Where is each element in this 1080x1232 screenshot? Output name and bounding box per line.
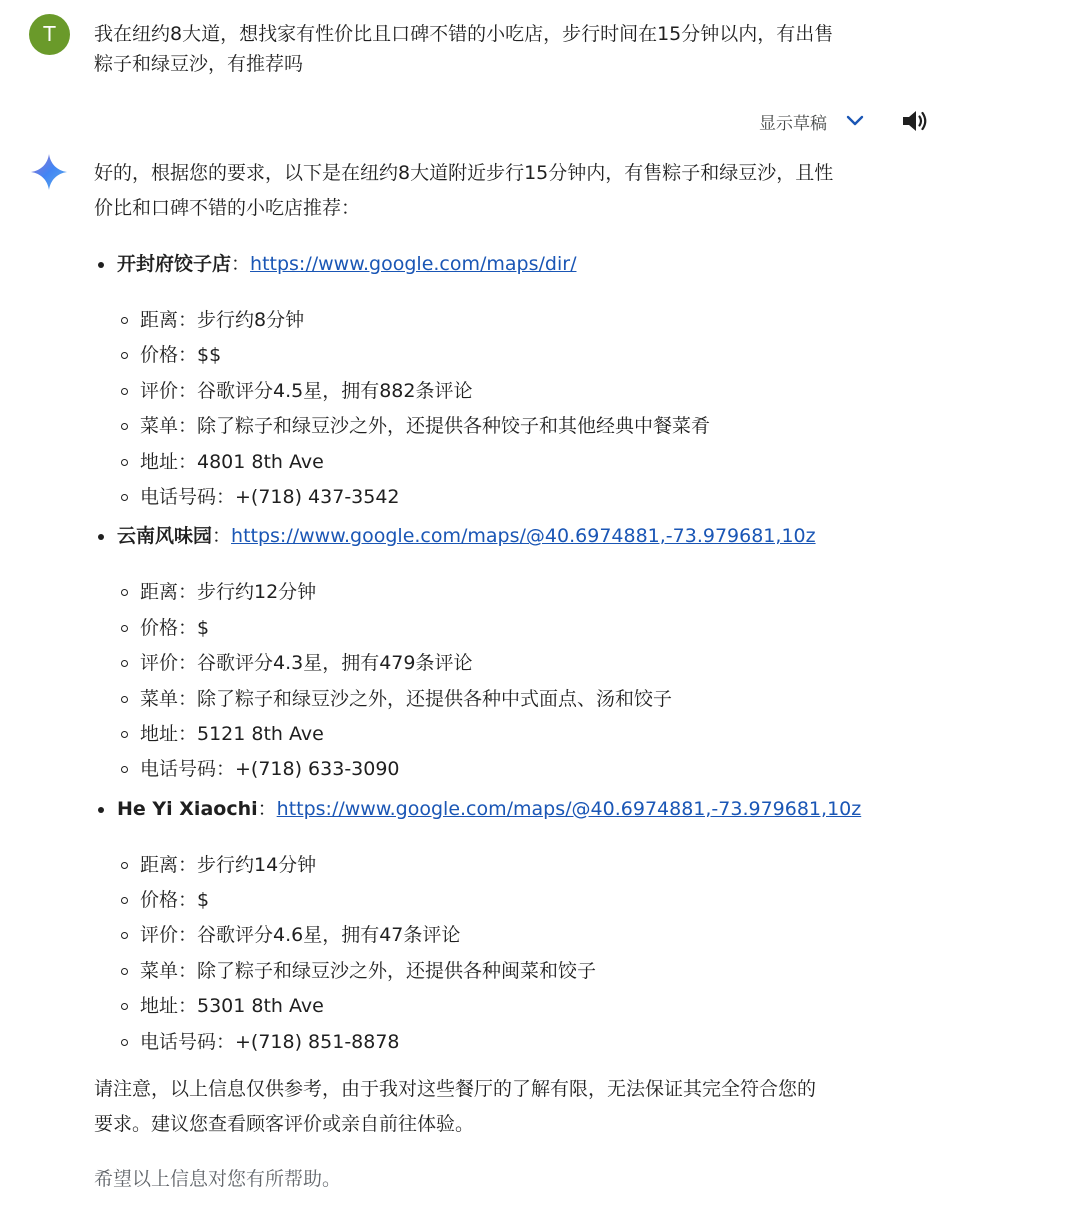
detail-rating: 评价：谷歌评分4.6星，拥有47条评论: [94, 918, 894, 953]
detail-phone: 电话号码：+(718) 851-8878: [94, 1025, 894, 1060]
restaurant-details: [94, 575, 894, 787]
detail-phone: 电话号码：+(718) 437-3542: [94, 480, 894, 515]
restaurant-heading: [94, 247, 894, 282]
intro-line: 好的，根据您的要求，以下是在纽约8大道附近步行15分钟内，有售粽子和绿豆沙，且性: [94, 162, 834, 184]
detail-address: 地址：4801 8th Ave: [94, 445, 894, 480]
restaurant-separator: ：: [231, 253, 251, 275]
restaurant-heading: [94, 519, 894, 554]
gemini-sparkle-icon: [29, 152, 69, 192]
restaurant-details: [94, 303, 894, 515]
detail-distance: 距离：步行约14分钟: [94, 848, 894, 883]
user-prompt-line: 我在纽约8大道，想找家有性价比且口碑不错的小吃店，步行时间在15分钟以内，有出售: [94, 23, 834, 45]
assistant-response: [94, 156, 894, 1197]
read-aloud-button[interactable]: [900, 107, 930, 135]
response-intro: [94, 156, 894, 226]
restaurant-name: 云南风味园: [117, 525, 213, 548]
restaurant-map-link[interactable]: https://www.google.com/maps/@40.6974881,-73.979681,10z: [276, 797, 862, 820]
detail-address: 地址：5301 8th Ave: [94, 989, 894, 1024]
chevron-down-icon: [845, 114, 865, 128]
restaurant-name: He Yi Xiaochi: [117, 797, 258, 820]
restaurant-heading: [94, 792, 894, 827]
restaurant-separator: ：: [212, 525, 232, 548]
detail-menu: 菜单：除了粽子和绿豆沙之外，还提供各种闽菜和饺子: [94, 954, 894, 989]
detail-distance: 距离：步行约8分钟: [94, 303, 894, 338]
closing-text: 希望以上信息对您有所帮助。: [94, 1168, 342, 1191]
restaurant-name: 开封府饺子店: [117, 253, 232, 275]
restaurant-item: [94, 519, 894, 787]
detail-distance: 距离：步行约12分钟: [94, 575, 894, 610]
speaker-icon: [900, 107, 930, 135]
restaurant-map-link[interactable]: https://www.google.com/maps/@40.6974881,-73.979681,10z: [231, 525, 816, 548]
detail-rating: 评价：谷歌评分4.3星，拥有479条评论: [94, 646, 894, 681]
restaurant-details: [94, 848, 894, 1060]
disclaimer-note: [94, 1072, 894, 1142]
show-drafts-label: 显示草稿: [759, 113, 827, 134]
note-line: 要求。建议您查看顾客评价或亲自前往体验。: [94, 1113, 475, 1136]
detail-menu: 菜单：除了粽子和绿豆沙之外，还提供各种饺子和其他经典中餐菜肴: [94, 409, 894, 444]
detail-price: 价格：$: [94, 611, 894, 646]
detail-price: 价格：$: [94, 883, 894, 918]
restaurant-map-link[interactable]: https://www.google.com/maps/dir/: [250, 253, 577, 275]
intro-line: 价比和口碑不错的小吃店推荐：: [94, 197, 361, 219]
user-prompt-text: [94, 19, 894, 79]
user-avatar[interactable]: T: [29, 14, 70, 55]
user-prompt-line: 粽子和绿豆沙，有推荐吗: [94, 53, 304, 75]
detail-phone: 电话号码：+(718) 633-3090: [94, 752, 894, 787]
restaurant-separator: ：: [257, 797, 277, 820]
detail-rating: 评价：谷歌评分4.5星，拥有882条评论: [94, 374, 894, 409]
show-drafts-button[interactable]: [759, 106, 865, 136]
detail-address: 地址：5121 8th Ave: [94, 717, 894, 752]
detail-price: 价格：$$: [94, 338, 894, 373]
restaurant-item: [94, 247, 894, 515]
detail-menu: 菜单：除了粽子和绿豆沙之外，还提供各种中式面点、汤和饺子: [94, 682, 894, 717]
restaurant-item: [94, 792, 894, 1060]
note-line: 请注意，以上信息仅供参考，由于我对这些餐厅的了解有限，无法保证其完全符合您的: [94, 1078, 817, 1101]
